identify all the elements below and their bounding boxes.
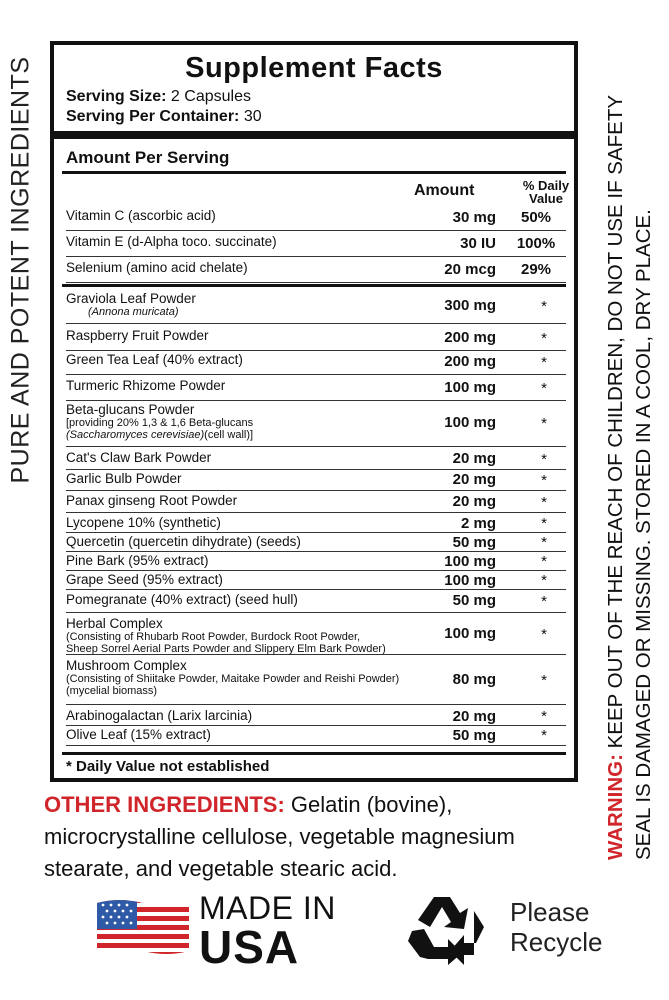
other-ingredients-text: Gelatin (bovine), microcrystalline cellulose, vegetable magnesium stearate, and vegetable stearic acid. bbox=[44, 792, 515, 881]
ingredient-daily-value: * bbox=[541, 415, 547, 432]
ingredient-name: Raspberry Fruit Powder bbox=[66, 328, 209, 343]
supplement-facts-panel bbox=[50, 41, 578, 782]
ingredient-name-block bbox=[66, 728, 211, 742]
serving-size-label: Serving Size: bbox=[66, 88, 167, 105]
ingredient-amount: 100 mg bbox=[444, 414, 496, 431]
ingredient-name: Beta-glucans Powder bbox=[66, 402, 195, 417]
usa-text: USA bbox=[199, 921, 300, 973]
ingredient-daily-value: * bbox=[541, 380, 547, 397]
recycle-icon bbox=[404, 889, 492, 969]
column-dv-line2: Value bbox=[529, 191, 563, 206]
ingredient-detail: (Consisting of Rhubarb Root Powder, Burdock Root Powder, bbox=[66, 631, 361, 643]
ingredient-daily-value: * bbox=[541, 534, 547, 551]
ingredient-amount: 100 mg bbox=[444, 572, 496, 589]
ingredient-detail: (Consisting of Shiitake Powder, Maitake Powder and Reishi Powder) bbox=[66, 673, 400, 685]
ingredient-name: Pine Bark (95% extract) bbox=[66, 553, 209, 568]
ingredient-row bbox=[66, 448, 566, 470]
ingredient-amount: 30 mg bbox=[452, 209, 496, 226]
ingredient-name: Olive Leaf (15% extract) bbox=[66, 727, 211, 742]
ingredient-name: Turmeric Rhizome Powder bbox=[66, 378, 226, 393]
ingredient-name: Pomegranate (40% extract) (seed hull) bbox=[66, 592, 298, 607]
ingredient-daily-value: * bbox=[541, 626, 547, 643]
side-tagline-text: PURE AND POTENT INGREDIENTS bbox=[6, 56, 35, 484]
ingredient-daily-value: * bbox=[541, 708, 547, 725]
ingredient-name-block bbox=[66, 451, 211, 465]
vitamin-row bbox=[66, 232, 566, 257]
ingredient-row bbox=[66, 725, 566, 746]
ingredient-amount: 50 mg bbox=[452, 727, 496, 744]
amount-per-serving: Amount Per Serving bbox=[66, 148, 230, 167]
ingredient-name: Selenium (amino acid chelate) bbox=[66, 260, 248, 275]
ingredient-name-block bbox=[66, 659, 399, 697]
ingredient-botanical: (Annona muricata) bbox=[88, 306, 179, 318]
ingredient-name-block bbox=[66, 573, 223, 587]
servings-per-container bbox=[66, 108, 262, 126]
ingredient-amount: 20 mg bbox=[452, 708, 496, 725]
warning-text: KEEP OUT OF THE REACH OF CHILDREN, DO NOT USE IF SAFETY SEAL IS DAMAGED OR MISSING. STORED IN A COOL, DRY PLACE. bbox=[604, 95, 655, 860]
ingredient-amount: 20 mcg bbox=[444, 261, 496, 278]
ingredient-amount: 100 mg bbox=[444, 379, 496, 396]
divider-medium bbox=[62, 171, 566, 174]
column-dv-header bbox=[516, 179, 576, 205]
ingredient-amount: 30 IU bbox=[460, 235, 496, 252]
ingredient-row bbox=[66, 656, 566, 705]
ingredient-row bbox=[66, 400, 566, 447]
column-amount-header: Amount bbox=[414, 182, 475, 199]
ingredient-detail: (cell wall)] bbox=[204, 429, 254, 441]
ingredient-row bbox=[66, 551, 566, 571]
serving-size-value: 2 Capsules bbox=[166, 88, 251, 105]
ingredient-daily-value: * bbox=[541, 572, 547, 589]
ingredient-name-block bbox=[66, 209, 216, 223]
ingredient-amount: 2 mg bbox=[460, 515, 496, 532]
ingredient-detail: Sheep Sorrel Aerial Parts Powder and Slippery Elm Bark Powder) bbox=[66, 643, 386, 655]
facts-title: Supplement Facts bbox=[185, 52, 443, 84]
vitamin-row bbox=[66, 206, 566, 231]
ingredient-amount: 20 mg bbox=[452, 450, 496, 467]
ingredient-row bbox=[66, 532, 566, 552]
ingredient-daily-value: * bbox=[541, 593, 547, 610]
ingredient-amount: 50 mg bbox=[452, 534, 496, 551]
ingredient-amount: 100 mg bbox=[444, 553, 496, 570]
please-recycle-text bbox=[510, 897, 602, 957]
ingredient-row bbox=[66, 326, 566, 351]
ingredient-name: Mushroom Complex bbox=[66, 658, 187, 673]
ingredient-name-block bbox=[66, 554, 209, 568]
servings-value: 30 bbox=[239, 108, 262, 125]
ingredient-daily-value: * bbox=[541, 672, 547, 689]
ingredient-name-block bbox=[66, 235, 277, 249]
ingredient-row bbox=[66, 570, 566, 590]
ingredient-daily-value: * bbox=[541, 298, 547, 315]
divider-section bbox=[62, 284, 566, 287]
ingredient-amount: 50 mg bbox=[452, 592, 496, 609]
ingredient-name: Panax ginseng Root Powder bbox=[66, 493, 238, 508]
ingredient-name-block bbox=[66, 292, 196, 318]
ingredient-name-block bbox=[66, 261, 248, 275]
ingredient-name-block bbox=[66, 494, 237, 508]
column-dv-line1: % Daily bbox=[522, 178, 570, 193]
warning-text-block bbox=[602, 40, 658, 860]
ingredient-daily-value: * bbox=[541, 553, 547, 570]
ingredient-daily-value: * bbox=[541, 471, 547, 489]
ingredient-row bbox=[66, 350, 566, 375]
ingredient-botanical: (Saccharomyces cerevisiae) bbox=[66, 429, 205, 441]
ingredient-name: Quercetin (quercetin dihydrate) (seeds) bbox=[66, 534, 301, 549]
ingredient-daily-value: 100% bbox=[516, 235, 556, 252]
ingredient-amount: 100 mg bbox=[444, 625, 496, 642]
ingredient-name-block bbox=[66, 516, 221, 530]
ingredient-row bbox=[66, 289, 566, 324]
divider-thick bbox=[54, 131, 574, 139]
ingredient-daily-value: * bbox=[541, 330, 547, 347]
divider-footer bbox=[62, 752, 566, 755]
warning-block bbox=[598, 40, 662, 860]
ingredient-name-block bbox=[66, 617, 386, 655]
ingredient-daily-value: * bbox=[541, 354, 547, 371]
other-ingredients-label: OTHER INGREDIENTS: bbox=[44, 792, 285, 817]
ingredient-row bbox=[66, 513, 566, 533]
ingredient-daily-value: * bbox=[541, 450, 547, 468]
ingredient-name: Cat's Claw Bark Powder bbox=[66, 450, 212, 465]
ingredient-amount: 200 mg bbox=[444, 353, 496, 370]
ingredient-name-block bbox=[66, 379, 225, 393]
ingredient-name: Garlic Bulb Powder bbox=[66, 471, 182, 486]
ingredient-detail: [providing 20% 1,3 & 1,6 Beta-glucans bbox=[66, 417, 254, 429]
ingredient-daily-value: * bbox=[541, 727, 547, 744]
ingredient-name-block bbox=[66, 593, 298, 607]
serving-size bbox=[66, 88, 251, 106]
other-ingredients bbox=[44, 789, 604, 885]
ingredient-row bbox=[66, 590, 566, 613]
vitamin-row bbox=[66, 258, 566, 283]
ingredient-name-block bbox=[66, 329, 209, 343]
servings-label: Serving Per Container: bbox=[66, 108, 240, 125]
ingredient-amount: 300 mg bbox=[444, 297, 496, 314]
ingredient-daily-value: 29% bbox=[520, 261, 552, 278]
ingredient-name-block bbox=[66, 709, 252, 723]
ingredient-row bbox=[66, 491, 566, 513]
ingredient-name: Arabinogalactan (Larix larcinia) bbox=[66, 708, 253, 723]
ingredient-name-block bbox=[66, 403, 253, 441]
ingredient-amount: 80 mg bbox=[452, 671, 496, 688]
ingredient-row bbox=[66, 376, 566, 401]
ingredient-name: Green Tea Leaf (40% extract) bbox=[66, 352, 243, 367]
ingredient-daily-value: 50% bbox=[520, 209, 552, 226]
warning-label: WARNING: bbox=[604, 754, 627, 860]
ingredient-amount: 20 mg bbox=[452, 471, 496, 488]
footnote: * Daily Value not established bbox=[66, 758, 270, 775]
made-in-text: MADE IN bbox=[199, 890, 336, 926]
ingredient-row bbox=[66, 614, 566, 655]
ingredient-daily-value: * bbox=[541, 493, 547, 511]
ingredient-amount: 200 mg bbox=[444, 329, 496, 346]
ingredient-name-block bbox=[66, 535, 301, 549]
ingredient-row bbox=[66, 469, 566, 491]
please-recycle-line2: Recycle bbox=[510, 927, 603, 957]
ingredient-row bbox=[66, 706, 566, 726]
ingredient-name: Lycopene 10% (synthetic) bbox=[66, 515, 221, 530]
ingredient-name-block bbox=[66, 472, 182, 486]
ingredient-name: Vitamin E (d-Alpha toco. succinate) bbox=[66, 234, 277, 249]
usa-flag-icon bbox=[95, 897, 191, 957]
ingredient-amount: 20 mg bbox=[452, 493, 496, 510]
ingredient-name: Vitamin C (ascorbic acid) bbox=[66, 208, 216, 223]
ingredient-name: Graviola Leaf Powder bbox=[66, 291, 196, 306]
side-tagline bbox=[6, 40, 36, 500]
ingredient-daily-value: * bbox=[541, 515, 547, 532]
ingredient-name: Herbal Complex bbox=[66, 616, 163, 631]
ingredient-name: Grape Seed (95% extract) bbox=[66, 572, 223, 587]
please-recycle-line1: Please bbox=[510, 897, 590, 927]
ingredient-name-block bbox=[66, 353, 243, 367]
ingredient-detail: (mycelial biomass) bbox=[66, 685, 158, 697]
